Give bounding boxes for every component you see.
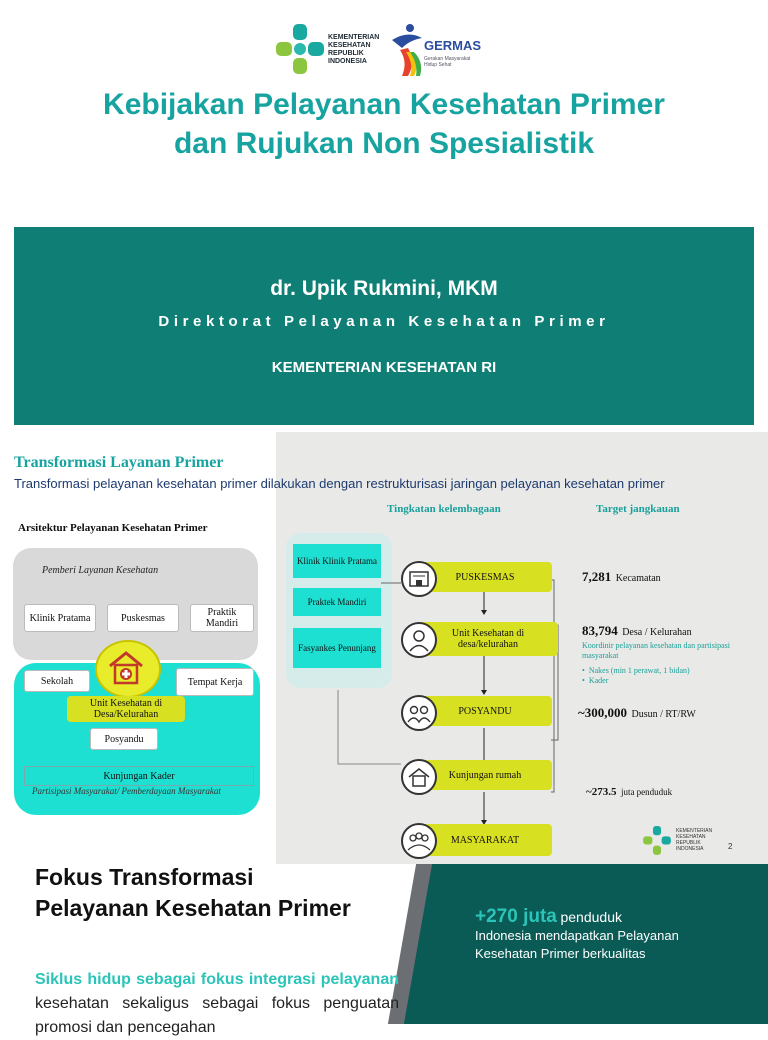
partisipasi-label: Partisipasi Masyarakat/ Pemberdayaan Masyarakat	[32, 786, 221, 796]
target-dusun	[578, 704, 696, 722]
fasyankes-penunjang-side-box: Fasyankes Penunjang	[293, 628, 381, 668]
sekolah-box: Sekolah	[24, 670, 90, 692]
target-dusun-value: ~300,000	[578, 705, 628, 720]
col-target-header: Target jangkauan	[596, 503, 680, 515]
slide2-heading: Transformasi Layanan Primer	[14, 454, 224, 471]
posyandu-group-icon	[401, 695, 437, 731]
page-number: 2	[728, 842, 733, 851]
coordination-note: Koordinir pelayanan kesehatan dan partisipasi masyarakat	[582, 641, 730, 660]
coord-bullet-2: • Kader	[582, 676, 609, 685]
germas-logo-subtext: Gerakan Masyarakat Hidup Sehat	[424, 56, 471, 68]
level-puskesmas: PUSKESMAS	[418, 562, 552, 592]
target-desa-value: 83,794	[582, 623, 618, 638]
level-unit-kesehatan: Unit Kesehatan di desa/kelurahan	[418, 622, 558, 656]
focus-body	[35, 968, 399, 1036]
house-health-icon	[106, 650, 146, 686]
target-kecamatan-value: 7,281	[582, 569, 612, 584]
kemkes-logo-text: KEMENTERIAN KESEHATAN REPUBLIK INDONESIA	[328, 34, 380, 65]
logo-area	[276, 22, 496, 80]
pemberi-layanan-label: Pemberi Layanan Kesehatan	[42, 565, 159, 576]
focus-stat	[475, 908, 705, 963]
puskesmas-box: Puskesmas	[107, 604, 179, 632]
puskesmas-building-icon	[401, 561, 437, 597]
kemkes-logo-icon	[276, 24, 324, 76]
coord-bullet-1: • Nakes (min 1 perawat, 1 bidan)	[582, 666, 690, 675]
kunjungan-kader-bar: Kunjungan Kader	[24, 766, 254, 786]
slide-title-line-2: dan Rujukan Non Spesialistik	[173, 127, 595, 160]
slide-title-line-1: Kebijakan Pelayanan Kesehatan Primer	[103, 88, 665, 121]
architecture-title: Arsitektur Pelayanan Kesehatan Primer	[18, 522, 208, 534]
tempat-kerja-box: Tempat Kerja	[176, 668, 254, 696]
health-worker-icon	[401, 622, 437, 658]
target-dusun-unit: Dusun / RT/RW	[631, 709, 696, 720]
target-kecamatan-unit: Kecamatan	[615, 573, 661, 584]
focus-body-highlight: Siklus hidup sebagai fokus integrasi pelayanan	[35, 971, 399, 988]
germas-logo-text: GERMAS	[424, 38, 482, 53]
focus-stat-rest: Indonesia mendapatkan Pelayanan Kesehatan Primer berkualitas	[475, 928, 679, 961]
kemkes-small-logo-icon	[642, 826, 672, 856]
focus-stat-number: +270 juta	[475, 906, 557, 927]
presenter-name: dr. Upik Rukmini, MKM	[270, 277, 498, 300]
focus-body-rest: kesehatan sekaligus sebagai fokus penguatan promosi dan pencegahan	[35, 995, 399, 1036]
level-kunjungan-rumah: Kunjungan rumah	[418, 760, 552, 790]
level-posyandu: POSYANDU	[418, 696, 552, 726]
col-tingkatan-header: Tingkatan kelembagaan	[387, 503, 501, 515]
slide2-subheading: Transformasi pelayanan kesehatan primer dilakukan dengan restrukturisasi jaringan pelayanan kesehatan primer	[14, 476, 665, 491]
target-penduduk-value: ~273.5	[586, 786, 617, 798]
target-penduduk	[586, 784, 676, 799]
klinik-pratama-side-box: Klinik Klinik Pratama	[293, 544, 381, 578]
target-penduduk-unit: juta penduduk	[620, 787, 673, 797]
posyandu-small-box: Posyandu	[90, 728, 158, 750]
level-masyarakat: MASYARAKAT	[418, 824, 552, 856]
praktik-mandiri-box: Praktik Mandiri	[190, 604, 254, 632]
focus-stat-word: penduduk	[560, 909, 622, 925]
focus-title: Fokus Transformasi Pelayanan Kesehatan Primer	[35, 864, 351, 921]
community-icon	[401, 823, 437, 859]
presenter-band	[14, 227, 754, 425]
ministry-label: KEMENTERIAN KESEHATAN RI	[271, 359, 497, 376]
title-slide	[0, 0, 768, 430]
unit-kesehatan-desa-box: Unit Kesehatan di Desa/Kelurahan	[67, 696, 185, 722]
directorate-label: Direktorat Pelayanan Kesehatan Primer	[158, 313, 610, 330]
target-kecamatan	[582, 568, 661, 586]
praktek-mandiri-side-box: Praktek Mandiri	[293, 588, 381, 616]
germas-logo-icon	[388, 22, 428, 78]
target-desa-unit: Desa / Kelurahan	[622, 627, 692, 638]
klinik-pratama-box: Klinik Pratama	[24, 604, 96, 632]
home-visit-icon	[401, 759, 437, 795]
coordination-bullets	[582, 666, 742, 686]
kemkes-small-logo-text: KEMENTERIAN KESEHATAN REPUBLIK INDONESIA	[676, 828, 713, 852]
target-desa	[582, 622, 692, 640]
